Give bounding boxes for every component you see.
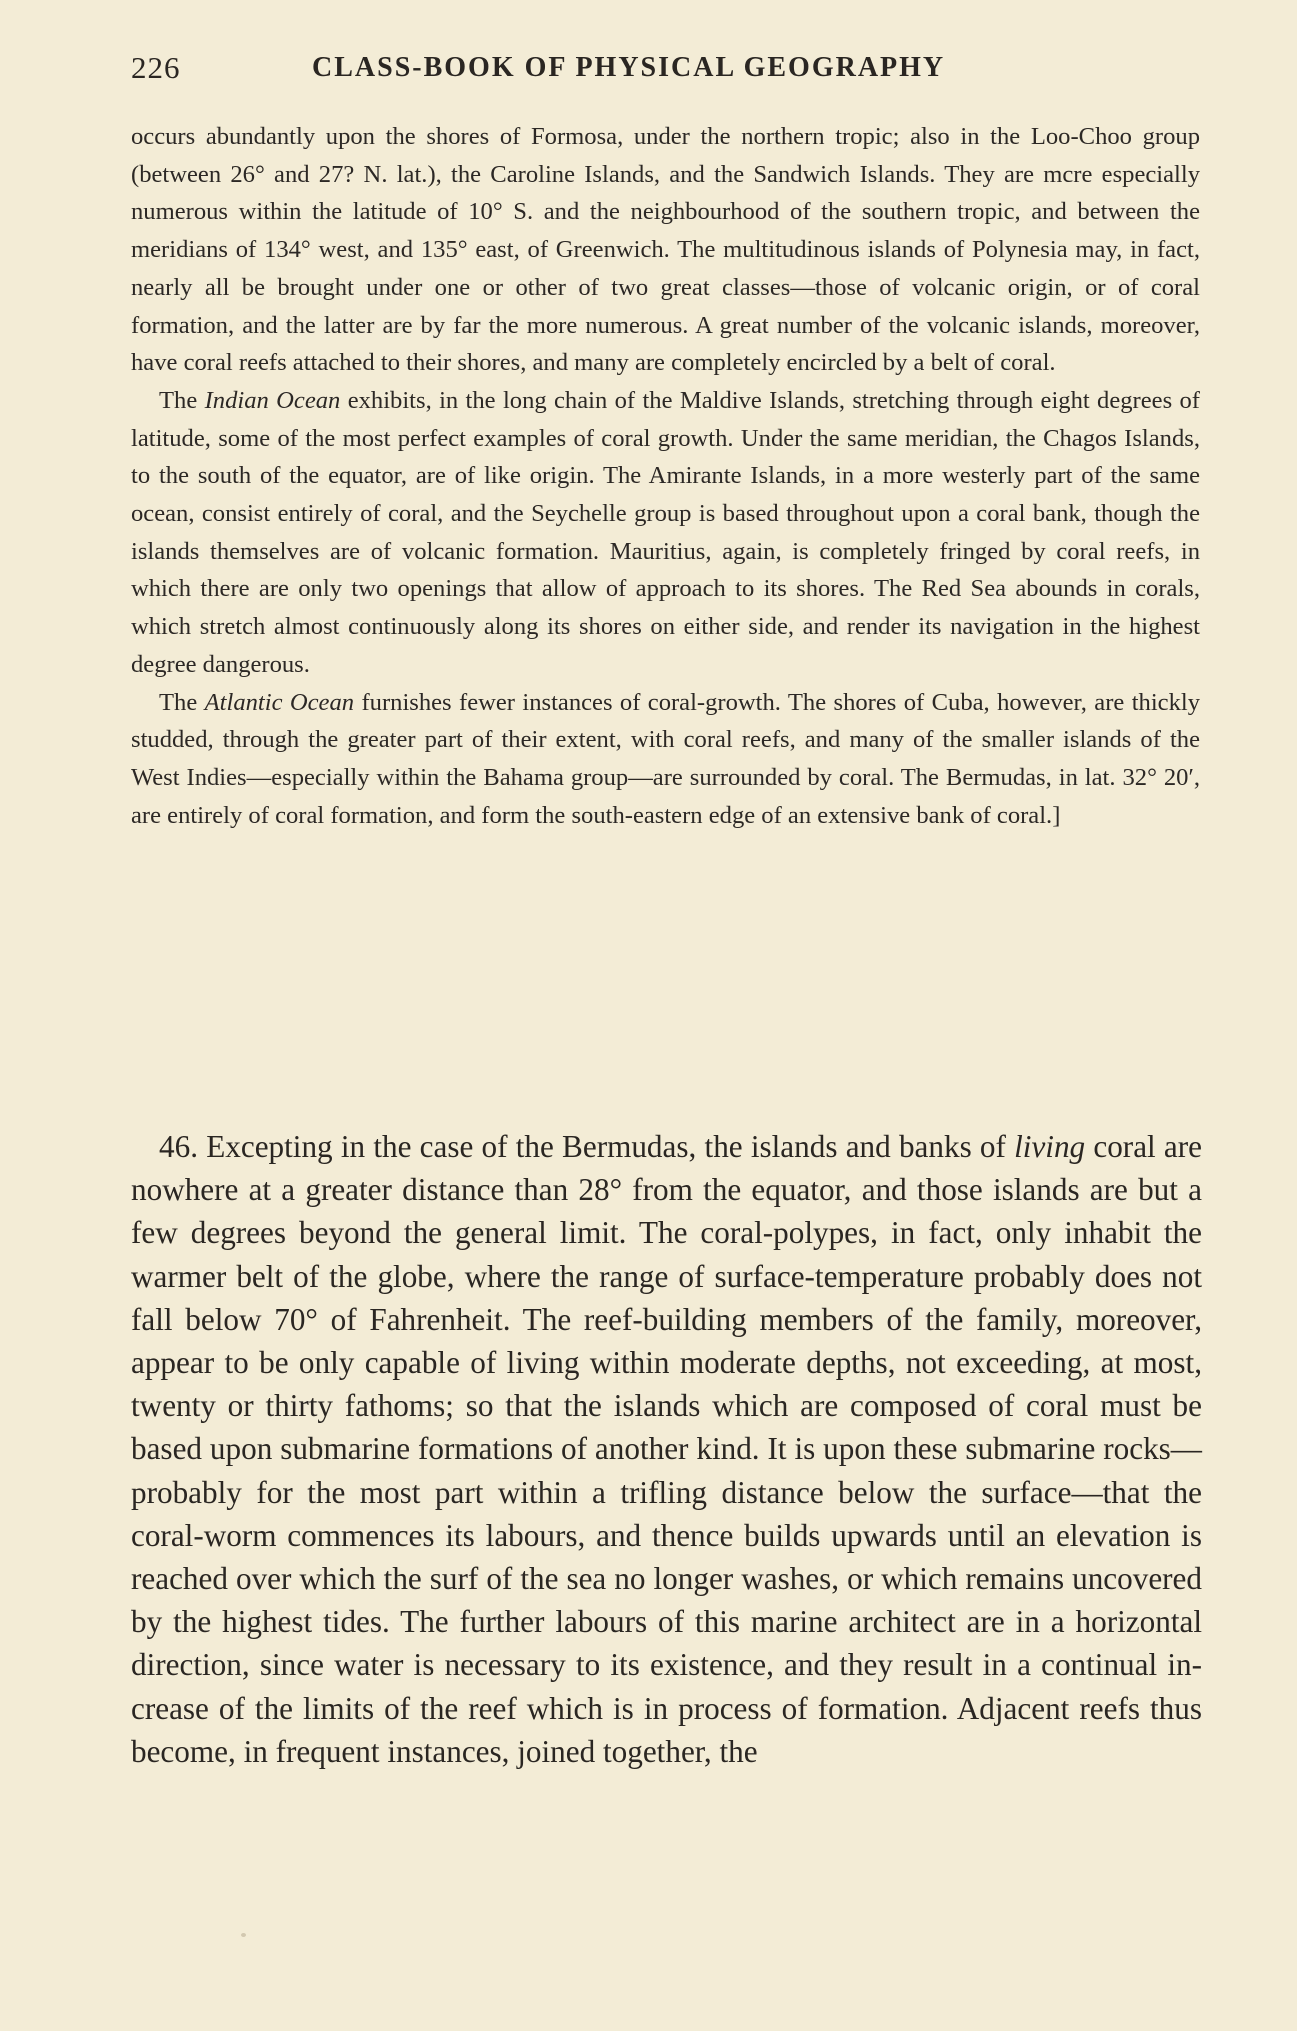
paragraph-text: The xyxy=(159,688,205,716)
paragraph-text: furnishes fewer instances of coral-growth. The shores of Cuba, however, are thickly studded, through the greater part of their extent, with coral reefs, and many of the smaller islands of the West Indies—especially within the Bahama group—are surrounded by coral. The Bermudas, in lat. 32° 20′, are entirely of coral formation, and form the south-eastern edge of an extensive bank of coral.] xyxy=(131,688,1201,829)
paragraph-atlantic-ocean xyxy=(131,684,1200,835)
italic-term: living xyxy=(1014,1129,1086,1164)
main-text-section xyxy=(131,1125,1202,1773)
paragraph-text: occurs abundantly upon the shores of Formosa, under the northern tropic; also in the Loo-Choo group (between 26° and 27? N. lat.), the Caroline Islands, and the Sandwich Islands. They are mcre especially numerous within the latitude of 10° S. and the neighbourhood of the southern tropic, and between the meridians of 134° west, and 135° east, of Greenwich. The multitudinous islands of Polynesia may, in fact, nearly all be brought under one or other of two great classes—those of volcanic origin, or of coral formation, and the latter are by far the more numerous. A great number of the volcanic islands, moreover, have coral reefs attached to their shores, and many are completely encircled by a belt of coral. xyxy=(131,123,1200,377)
paragraph-text: exhibits, in the long chain of the Maldive Islands, stretching through eight degrees of latitude, some of the most perfect examples of coral growth. Under the same meridian, the Chagos Islands, to the south of the equator, are of like origin. The Amirante Islands, in a more westerly part of the same ocean, consist entirely of coral, and the Seychelle group is based throughout upon a coral bank, though the islands themselves are of volcanic formation. Mauritius, again, is completely fringed by coral reefs, in which there are only two openings that allow of approach to its shores. The Red Sea abounds in corals, which stretch almost continuously along its shores on either side, and render its navigation in the highest degree dangerous. xyxy=(131,386,1200,678)
small-print-section xyxy=(131,118,1200,834)
paragraph-polynesia xyxy=(131,118,1200,382)
ink-speck xyxy=(241,1933,246,1937)
running-head: CLASS-BOOK OF PHYSICAL GEOGRAPHY xyxy=(312,52,946,83)
italic-term: Indian Ocean xyxy=(204,386,341,414)
italic-term: Atlantic Ocean xyxy=(204,688,355,716)
paragraph-text: The xyxy=(159,386,205,414)
paragraph-text: coral are nowhere at a greater distance than 28° from the equator, and those islands are but a few degrees beyond the general limit. The coral-polypes, in fact, only inhabit the warmer belt of the globe, where the range of surface-temperature probably does not fall below 70° of Fahrenheit. The reef-building members of the family, moreover, appear to be only capable of living within moderate depths, not exceeding, at most, twenty or thirty fathoms; so that the islands which are composed of coral must be based upon submarine formations of another kind. It is upon these submarine rocks—probably for the most part within a trifling distance below the surface—that the coral-worm commences its labours, and thence builds upwards until an elevation is reached over which the surf of the sea no longer washes, or which remains uncovered by the highest tides. The further labours of this marine architect are in a horizontal direction, since water is necessary to its existence, and they result in a continual increase of the limits of the reef which is in process of formation. Adjacent reefs thus become, in frequent instances, joined together, the xyxy=(131,1129,1202,1769)
paragraph-46 xyxy=(131,1125,1202,1773)
page-header xyxy=(131,50,1211,90)
paragraph-text: 46. Excepting in the case of the Bermudas, the islands and banks of xyxy=(159,1129,1015,1164)
page-number: 226 xyxy=(131,50,181,85)
paragraph-indian-ocean xyxy=(131,382,1200,684)
